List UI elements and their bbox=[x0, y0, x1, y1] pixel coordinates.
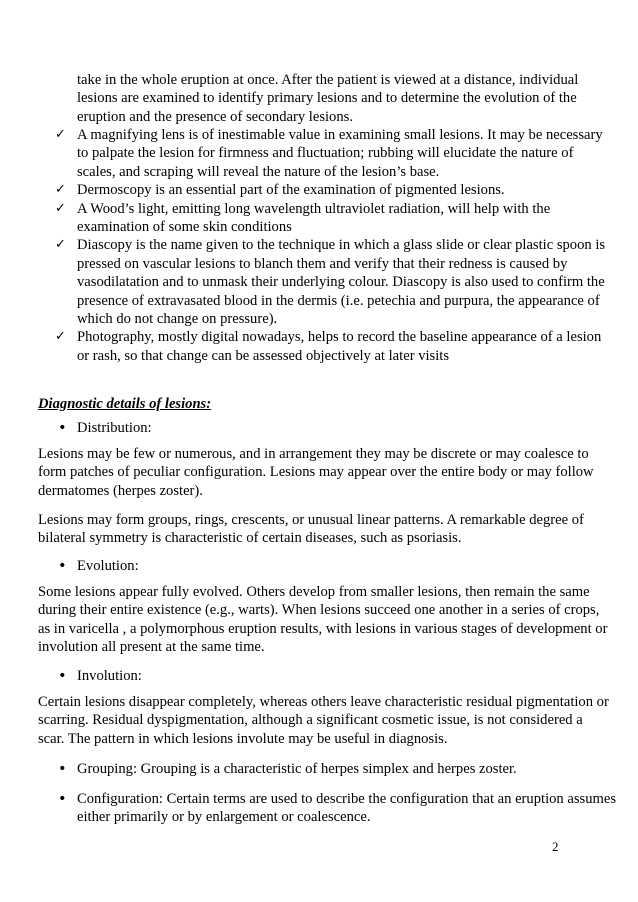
list-item-text: A Wood’s light, emitting long wavelength ultraviolet radiation, will help with the examination of some skin conditions bbox=[77, 200, 551, 236]
bullet-grouping bbox=[58, 760, 618, 778]
list-item bbox=[55, 181, 615, 199]
examination-tools-list bbox=[55, 126, 615, 365]
list-item bbox=[55, 200, 615, 237]
bullet-involution bbox=[58, 667, 618, 685]
bullet-text: Grouping: Grouping is a characteristic of herpes simplex and herpes zoster. bbox=[77, 761, 517, 777]
list-item-text: Photography, mostly digital nowadays, helps to record the baseline appearance of a lesion or rash, so that change can be assessed objectively at later visits bbox=[77, 329, 602, 364]
bullet-label: Involution: bbox=[77, 668, 142, 684]
evolution-paragraph: Some lesions appear fully evolved. Others develop from smaller lesions, then remain the same during their entire existence (e.g., warts). When lesions succeed one another in a series of crops, as in varicella , a polymorphous eruption results, with lesions in various stages of development or involution all present at the same time. bbox=[38, 584, 608, 656]
bullet-label: Distribution: bbox=[77, 420, 152, 436]
checkmark-icon: ✓ bbox=[55, 237, 66, 253]
bullet-icon: • bbox=[58, 760, 67, 777]
list-item bbox=[55, 328, 615, 365]
list-item-text: Diascopy is the name given to the technique in which a glass slide or clear plastic spoon is pressed on vascular lesions to blanch them and verify that their redness is caused by vasodilatation and to unmask their underlying colour. Diascopy is also used to confirm the presence of extravasated blood in the dermis (i.e. petechia and purpura, the appearance of which do not change on pressure). bbox=[77, 237, 606, 328]
list-item-text: Dermoscopy is an essential part of the examination of pigmented lesions. bbox=[77, 182, 505, 199]
bullet-label: Evolution: bbox=[77, 558, 139, 574]
bullet-icon: • bbox=[58, 790, 67, 807]
intro-continuation: take in the whole eruption at once. After the patient is viewed at a distance, individual lesions are examined to identify primary lesions and to determine the evolution of the eruption and the presence of secondary lesions. bbox=[77, 72, 579, 125]
page-number: 2 bbox=[552, 839, 559, 854]
bullet-distribution bbox=[58, 419, 618, 437]
checkmark-icon: ✓ bbox=[55, 127, 66, 142]
bullet-icon: • bbox=[58, 667, 67, 684]
list-item bbox=[55, 236, 615, 328]
section-heading: Diagnostic details of lesions: bbox=[38, 396, 212, 412]
checkmark-icon: ✓ bbox=[55, 329, 66, 345]
checkmark-icon: ✓ bbox=[55, 182, 66, 198]
bullet-configuration bbox=[58, 790, 618, 827]
bullet-evolution bbox=[58, 557, 618, 575]
distribution-paragraph-1: Lesions may be few or numerous, and in arrangement they may be discrete or may coalesce to form patches of peculiar configuration. Lesions may appear over the entire body or may follow dermatomes (herpes zoster). bbox=[38, 446, 594, 499]
bullet-text: Configuration: Certain terms are used to describe the configuration that an eruption assumes either primarily or by enlargement or coalescence. bbox=[77, 791, 617, 826]
bullet-icon: • bbox=[58, 557, 67, 574]
distribution-paragraph-2: Lesions may form groups, rings, crescents, or unusual linear patterns. A remarkable degree of bilateral symmetry is characteristic of certain diseases, such as psoriasis. bbox=[38, 512, 584, 547]
bullet-icon: • bbox=[58, 419, 67, 436]
checkmark-icon: ✓ bbox=[55, 200, 66, 216]
list-item bbox=[55, 126, 615, 181]
involution-paragraph: Certain lesions disappear completely, whereas others leave characteristic residual pigmentation or scarring. Residual dyspigmentation, although a significant cosmetic issue, is not considered a scar. The pattern in which lesions involute may be useful in diagnosis. bbox=[38, 694, 609, 747]
list-item-text: A magnifying lens is of inestimable value in examining small lesions. It may be necessary to palpate the lesion for firmness and fluctuation; rubbing will elucidate the nature of scales, and scraping will reveal the nature of the lesion’s base. bbox=[77, 127, 603, 180]
